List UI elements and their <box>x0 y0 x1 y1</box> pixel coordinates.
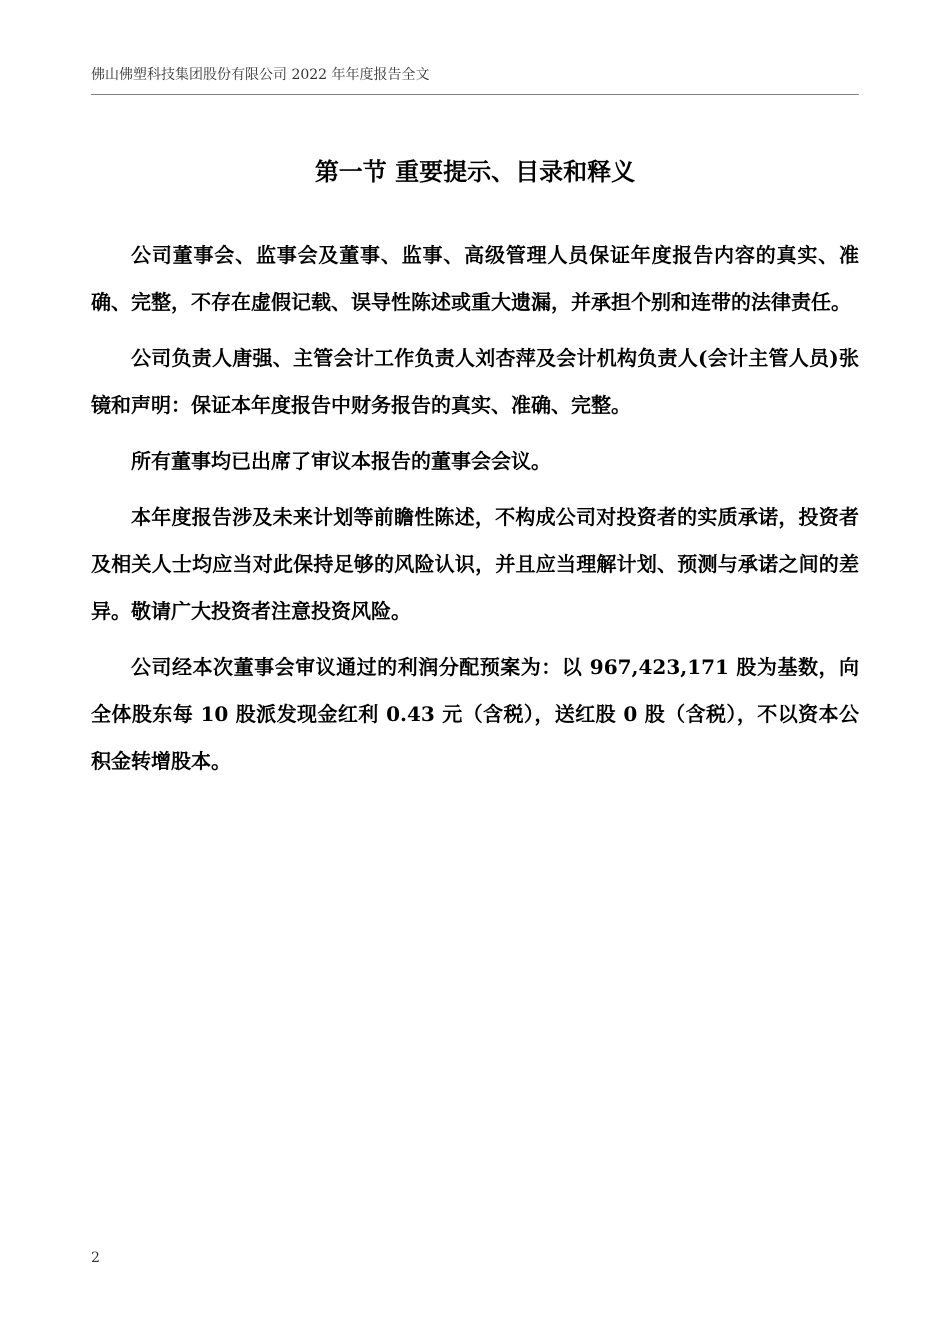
paragraph-directors-attendance: 所有董事均已出席了审议本报告的董事会会议。 <box>131 449 551 473</box>
page-header: 佛山佛塑科技集团股份有限公司 2022 年年度报告全文 <box>91 67 430 83</box>
paragraph-board-guarantee: 公司董事会、监事会及董事、监事、高级管理人员保证年度报告内容的真实、准确、完整，不存在虚假记载、误导性陈述或重大遗漏，并承担个别和连带的法律责任。 <box>91 243 859 314</box>
paragraph-forward-looking: 本年度报告涉及未来计划等前瞻性陈述，不构成公司对投资者的实质承诺，投资者及相关人士均应当对此保持足够的风险认识，并且应当理解计划、预测与承诺之间的差异。敬请广大投资者注意投资风险。 <box>91 505 859 623</box>
paragraph-profit-distribution: 公司经本次董事会审议通过的利润分配预案为：以 967,423,171 股为基数，向全体股东每 10 股派发现金红利 0.43 元（含税），送红股 0 股（含税），不以资本公积金转增股本。 <box>91 655 859 773</box>
document-body <box>91 232 859 794</box>
header-divider <box>91 94 859 95</box>
paragraph-responsible-persons: 公司负责人唐强、主管会计工作负责人刘杏萍及会计机构负责人(会计主管人员)张镜和声明：保证本年度报告中财务报告的真实、准确、完整。 <box>91 346 859 417</box>
page-number: 2 <box>91 1250 100 1266</box>
section-title: 第一节 重要提示、目录和释义 <box>314 157 636 186</box>
